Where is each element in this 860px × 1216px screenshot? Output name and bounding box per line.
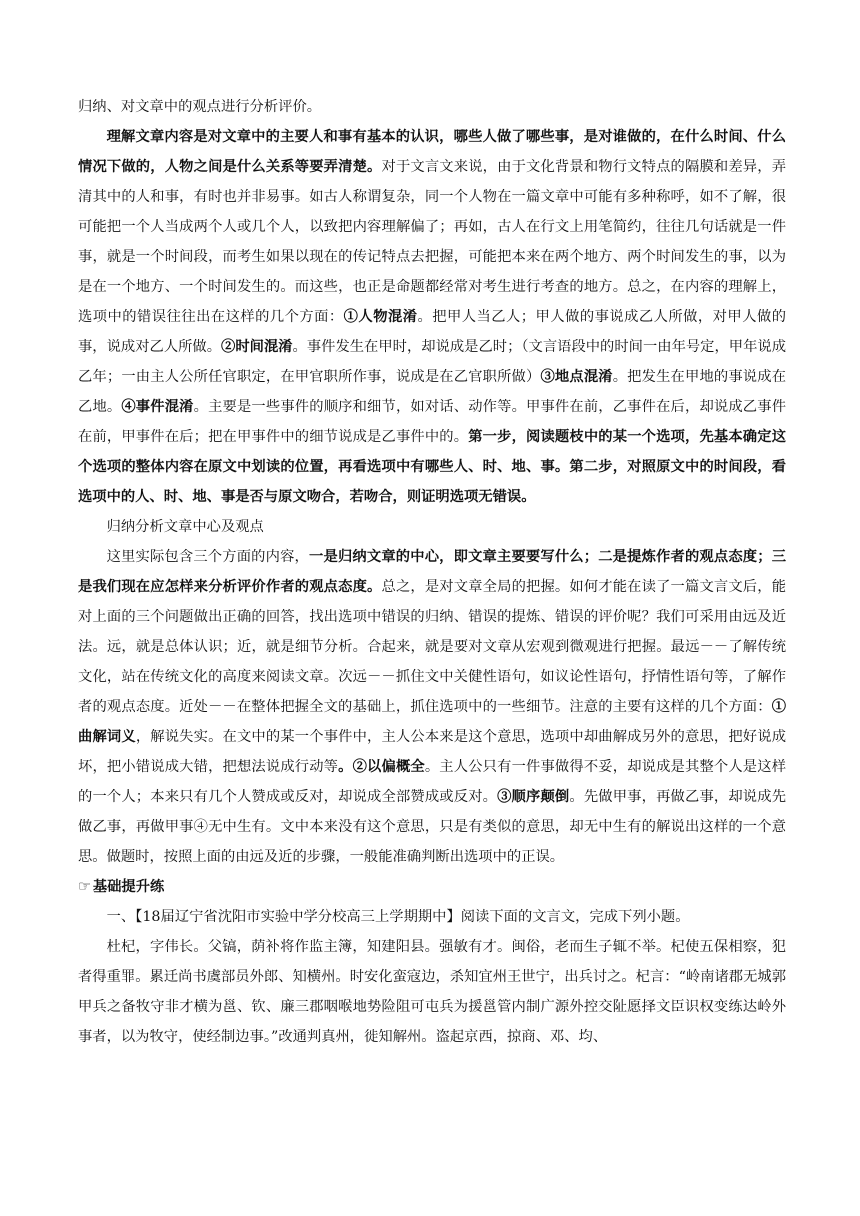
run: 。事件发生在甲时，却说成是乙时；（文言语段中的时间一由年号定，甲年说成乙年；一由主人公所任官职定，在甲官职所作事，说成是在乙官职所做） [78,339,786,385]
run: 总之，是对文章全局的把握。如何才能在读了一篇文言文后，能对上面的三个问题做出正确的回答，找出选项中错误的归纳、错误的提炼、错误的评价呢？我们可采用由远及近法。远，就是总体认识；近，就是细节分析。合起来，就是要对文章从宏观到微观进行把握。最远－－了解传统文化，站在传统文化的高度来阅读文章。次远－－抓住文中关健性语句，如议论性语句，抒情性语句等，了解作者的观点态度。近处－－在整体把握全文的基础上，抓住选项中的一些细节。注意的主要有这样的几个方面： [78,579,787,715]
run: ，解说失实。在文中的某一个事件中，主人公本来是这个意思，选项中却曲解成另外的意思，把好说成坏，把小错说成大错，把想法说成行动等 [78,729,786,775]
run: 第一步，阅读题枝中的某一个选项，先基本确定这个选项的整体内容在原文中划读的位置，再看选项中有哪些人、时、地、事。第二步，对照原文中的时间段，看选项中的人、时、地、事是否与原文吻合，若吻合，则证明选项无错误。 [78,429,787,505]
run: 理解文章内容是对文章中的主要人和事有基本的认识，哪些人做了哪些事，是对谁做的，在什么时间、什么情况下做的，人物之间是什么关系等要弄清楚。 [78,129,786,175]
pointing-hand-icon: ☞ [78,879,91,895]
run: ①曲解词义 [78,699,786,745]
document-page [78,92,786,1052]
run: 。②以偏概全 [338,759,425,775]
section-title: 归纳分析文章中心及观点 [106,519,264,535]
paragraph-center-analysis [78,542,786,872]
question-intro: 一、【18届辽宁省沈阳市实验中学分校高三上学期期中】阅读下面的文言文，完成下列小题。 [106,909,690,925]
classical-passage: 杜杞，字伟长。父镐，荫补将作监主簿，知建阳县。强敏有才。闽俗，老而生子辄不举。杞使五保相察，犯者得重罪。累迁尚书虞部员外郎、知横州。时安化蛮寇边，杀知宜州王世宁，出兵讨之。杞言：“岭南诸郡无城郭甲兵之备牧守非才横为邕、钦、廉三郡咽喉地势险阻可屯兵为援邕管内制广源外控交阯愿择文臣识权变练达岭外事者，以为牧守，使经制边事。”改通判真州，徙知解州。盗起京西，掠商、邓、均、 [78,939,786,1045]
run: 。主要是一些事件的顺序和细节，如对话、动作等。甲事件在前，乙事件在后，却说成乙事件在前，甲事件在后；把在甲事件中的细节说成是乙事件中的。 [78,399,787,445]
run: ④事件混淆 [121,399,194,415]
practice-heading [78,872,786,902]
run: 这里实际包含三个方面的内容， [106,549,310,565]
run: ③地点混淆 [540,369,613,385]
intro-line: 归纳、对文章中的观点进行分析评价。 [78,99,322,115]
run: 。把甲人当乙人；甲人做的事说成乙人所做，对甲人做的事，说成对乙人所做。 [78,309,787,355]
run: 一是归纳文章的中心，即文章主要要写什么；二是提炼作者的观点态度；三是我们现在应怎样来分析评价作者的观点态度。 [78,549,787,595]
run: ②时间混淆 [221,339,293,355]
run: 。先做甲事，再做乙事，却说成先做乙事，再做甲事④无中生有。文中本来没有这个意思，只是有类似的意思，却无中生有的解说出这样的一个意思。做题时，按照上面的由远及近的步骤，一般能准确判断出选项中的正误。 [78,789,787,865]
practice-heading-label: 基础提升练 [92,879,165,895]
run: 对于文言文来说，由于文化背景和物行文特点的隔膜和差异，弄清其中的人和事，有时也并非易事。如古人称谓复杂，同一个人物在一篇文章中可能有多种称呼，如不了解，很可能把一个人当成两个人或几个人，以致把内容理解偏了；再如，古人在行文上用笔简约，往往几句话就是一件事，就是一个时间段，而考生如果以现在的传记特点去把握，可能把本来在两个地方、两个时间发生的事，以为是在一个地方、一个时间发生的。而这些，也正是命题都经常对考生进行考查的地方。总之，在内容的理解上，选项中的错误往往出在这样的几个方面： [78,159,787,325]
run: 。把发生在甲地的事说成在乙地。 [78,369,787,415]
run: ③顺序颠倒 [497,789,570,805]
run: ①人物混淆 [343,309,418,325]
run: 。主人公只有一件事做得不妥，却说成是其整个人是这样的一个人；本来只有几个人赞成或反对，却说成全部赞成或反对。 [78,759,787,805]
paragraph-content-understanding [78,122,786,512]
